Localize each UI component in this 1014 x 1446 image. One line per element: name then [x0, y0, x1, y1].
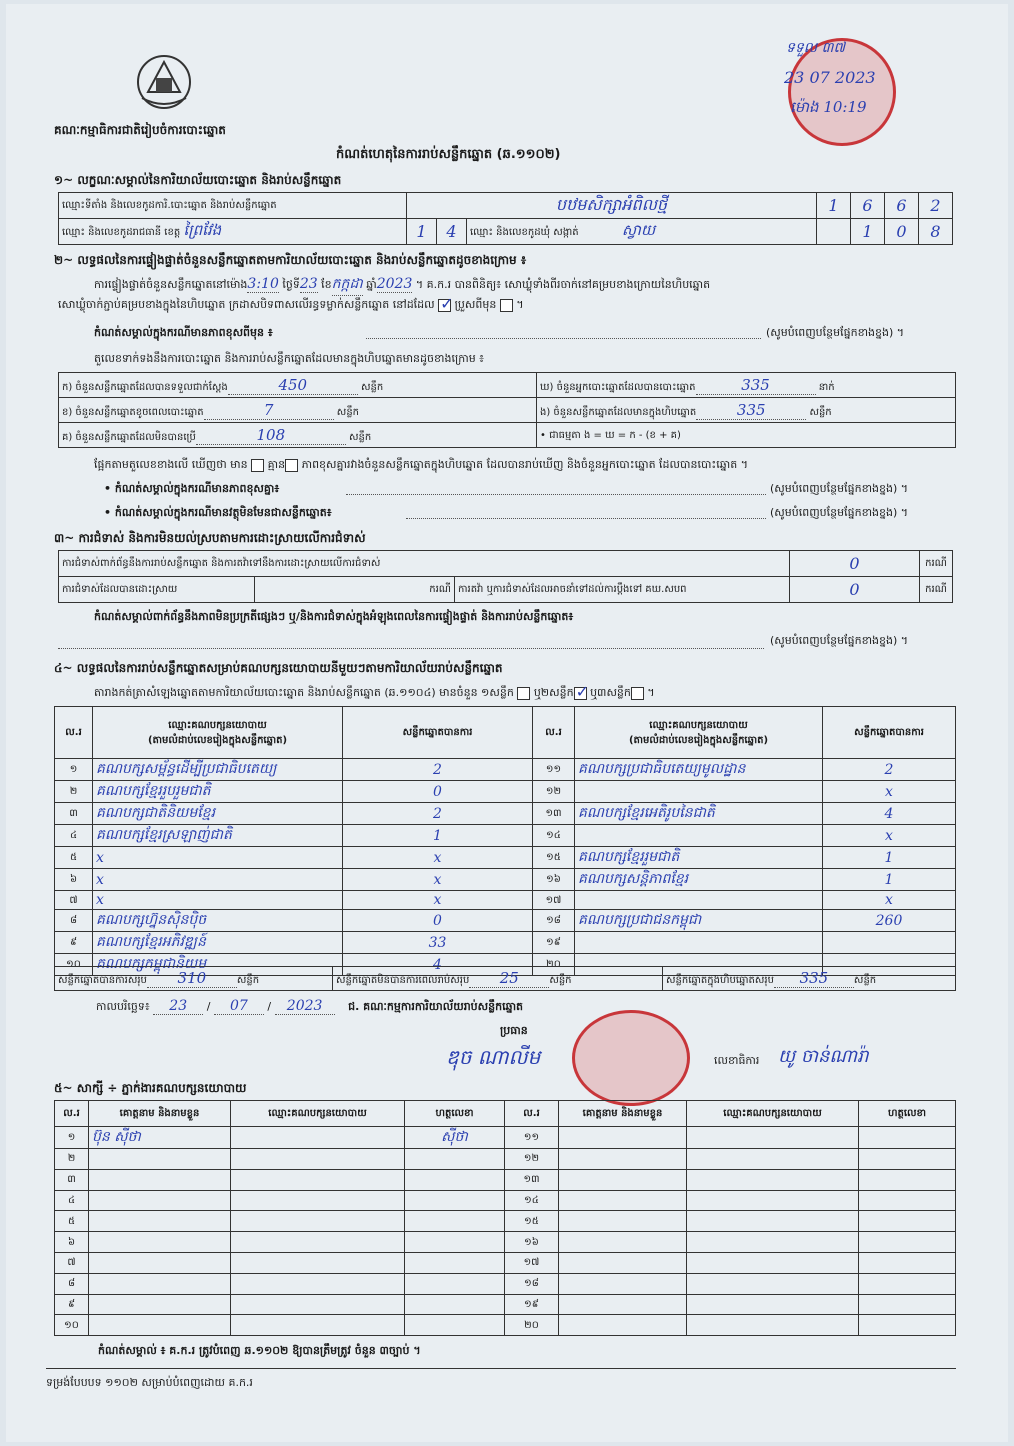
- row-no: ១៨: [533, 910, 575, 932]
- diff-note: • កំណត់សម្គាល់ក្នុងករណីមានភាពខុសគ្នា៖: [104, 482, 280, 495]
- witness-sign: [859, 1127, 956, 1149]
- table-row: [55, 781, 956, 803]
- witness-name: [89, 1252, 231, 1273]
- table-row: [55, 891, 956, 910]
- figure-d-value: 335: [696, 376, 816, 395]
- witness-no: ១០: [55, 1315, 89, 1336]
- witness-no: ៩: [55, 1294, 89, 1315]
- party-votes: [823, 932, 956, 954]
- witness-party: [231, 1149, 405, 1170]
- province-code-1: 1: [407, 219, 437, 245]
- witness-sign: ស៊ីថា: [405, 1127, 505, 1149]
- party-name: [575, 891, 823, 910]
- witness-party: [687, 1315, 859, 1336]
- date-line: កាលបរិច្ឆេទ៖ 23 / 07 / 2023 ជ. គណៈកម្មការការិយាល័យរាប់សន្លឹកឆ្នោត: [96, 998, 524, 1014]
- row-no: ១៩: [533, 932, 575, 954]
- party-votes: 1: [343, 825, 533, 847]
- table-row: [55, 1252, 956, 1273]
- location-code-3: 6: [885, 193, 919, 219]
- party-name: គណបក្សសម្ព័ន្ធដើម្បីប្រជាធិបតេយ្យ: [93, 759, 343, 781]
- total-box: សន្លឹកឆ្នោតក្នុងហិបឆ្នោតសរុប 335 សន្លឹក: [663, 967, 956, 991]
- party-votes: x: [823, 825, 956, 847]
- foreign-object-note: • កំណត់សម្គាល់ក្នុងករណីមានវត្ថុមិនមែនជាសន្លឹកឆ្នោត៖: [104, 506, 332, 519]
- row-no: ១២: [533, 781, 575, 803]
- witness-party: [687, 1273, 859, 1294]
- figures-table: [58, 372, 956, 448]
- witness-party: [231, 1315, 405, 1336]
- row-no: ១៦: [533, 869, 575, 891]
- objections-label: ការជំទាស់ពាក់ព័ន្ធនឹងការរាប់សន្លឹកឆ្នោត និងការតវ៉ាទៅនឹងការដោះស្រាយលើការជំទាស់: [59, 551, 790, 577]
- witness-party: [231, 1232, 405, 1253]
- stamp-line-2: 23 07 2023: [784, 68, 876, 87]
- form-page: [6, 4, 1008, 1442]
- witness-party: [687, 1169, 859, 1190]
- table-row: [55, 1127, 956, 1149]
- witness-no: ៣: [55, 1169, 89, 1190]
- party-votes: x: [343, 847, 533, 869]
- witness-sign: [859, 1190, 956, 1211]
- witness-no: ១១: [505, 1127, 559, 1149]
- row-no: ១០: [55, 954, 93, 976]
- figure-d: ឃ) ចំនួនអ្នកបោះឆ្នោតដែលបានបោះឆ្នោត 335 នាក់: [537, 373, 956, 398]
- witness-sign: [859, 1294, 956, 1315]
- location-code-2: 6: [851, 193, 885, 219]
- location-code-4: 2: [919, 193, 953, 219]
- witness-name: [89, 1211, 231, 1232]
- party-votes: x: [343, 869, 533, 891]
- party-name: គណបក្សខ្មែរអេតិរូបនៃជាតិ: [575, 803, 823, 825]
- figure-e-value: 335: [696, 401, 806, 420]
- figure-a-value: 450: [228, 376, 358, 395]
- witness-sign: [405, 1232, 505, 1253]
- witness-name: [559, 1149, 687, 1170]
- section1-heading: ១~ លក្ខណៈសម្គាល់នៃការិយាល័យបោះឆ្នោត និងរាប់សន្លឹកឆ្នោត: [54, 173, 342, 187]
- w-col-sign: ហត្ថលេខា: [405, 1101, 505, 1127]
- witness-name: [89, 1232, 231, 1253]
- row-no: ១៣: [533, 803, 575, 825]
- party-votes: x: [823, 891, 956, 910]
- witness-no: ១៦: [505, 1232, 559, 1253]
- location-label: ឈ្មោះទីតាំង និងលេខកូដការិ.បោះឆ្នោត និងរាប់សន្លឹកឆ្នោត: [59, 193, 407, 219]
- location-value: បឋមសិក្សាអំពិលថ្មី: [407, 193, 817, 219]
- party-votes: 1: [823, 869, 956, 891]
- w-col-sign-right: ហត្ថលេខា: [859, 1101, 956, 1127]
- province-label: ឈ្មោះ និងលេខកូដរាជធានី ខេត្ត ព្រៃវែង: [59, 219, 407, 245]
- date-year: 2023: [275, 998, 335, 1015]
- section5-heading: ៥~ សាក្សី ÷ ភ្នាក់ងារគណបក្សនយោបាយ: [54, 1081, 247, 1095]
- chair-label: ប្រធាន: [500, 1024, 528, 1037]
- location-code-1: 1: [817, 193, 851, 219]
- figure-e: ង) ចំនួនសន្លឹកឆ្នោតដែលមានក្នុងហិបឆ្នោត 335 សន្លឹក: [537, 398, 956, 423]
- col-no-right: ល.រ: [533, 707, 575, 759]
- party-name: [575, 781, 823, 803]
- commune-label: ឈ្មោះ និងលេខកូដឃុំ សង្កាត់ ស្វាយ: [467, 219, 817, 245]
- col-party-right: ឈ្មោះគណបក្សនយោបាយ (តាមលំដាប់លេខរៀងក្នុងសន្លឹកឆ្នោត): [575, 707, 823, 759]
- appeal-unit: ករណី: [920, 577, 953, 603]
- secretary-signature: យូ ចាន់ណារ៉ា: [778, 1046, 869, 1067]
- witness-table: [54, 1100, 956, 1336]
- party-name: [575, 825, 823, 847]
- witness-sign: [859, 1211, 956, 1232]
- witness-no: ១៧: [505, 1252, 559, 1273]
- col-votes: សន្លឹកឆ្នោតបានការ: [343, 707, 533, 759]
- table-row: [55, 1315, 956, 1336]
- witness-no: ២: [55, 1149, 89, 1170]
- row-no: ២០: [533, 954, 575, 976]
- party-name: គណបក្សកម្ពុជានិយម: [93, 954, 343, 976]
- commune-code-2: 0: [885, 219, 919, 245]
- witness-name: [559, 1294, 687, 1315]
- table-row: [55, 1273, 956, 1294]
- emblem-icon: [134, 48, 194, 114]
- witness-no: ៥: [55, 1211, 89, 1232]
- party-votes: 2: [823, 759, 956, 781]
- section3-heading: ៣~ ការជំទាស់ និងការមិនយល់ស្របតាមការដោះស្រាយលើការជំទាស់: [54, 531, 366, 545]
- seal-intact-checkbox[interactable]: [438, 299, 451, 312]
- chair-signature: ឌុច ណាលីម: [446, 1045, 541, 1069]
- party-name: x: [93, 891, 343, 910]
- one-sheet-checkbox[interactable]: [517, 687, 530, 700]
- table-row: [55, 1294, 956, 1315]
- commune-value: ស្វាយ: [621, 220, 656, 239]
- difference-note-suffix: (សូមបំពេញបន្ថែមផ្នែកខាងខ្នង) ។: [766, 326, 905, 339]
- total-box-value: 335: [774, 969, 854, 988]
- witness-party: [231, 1294, 405, 1315]
- row-no: ១៧: [533, 891, 575, 910]
- figure-c-value: 108: [196, 426, 346, 445]
- total-valid: សន្លឹកឆ្នោតបានការសរុប 310 សន្លឹក: [55, 967, 333, 991]
- row-no: ១: [55, 759, 93, 781]
- witness-no: ១៣: [505, 1169, 559, 1190]
- witness-no: ៧: [55, 1252, 89, 1273]
- table-row: [55, 1211, 956, 1232]
- row-no: ៨: [55, 910, 93, 932]
- appeal-label: ការតវ៉ា ឬការជំទាស់ដែលអាចនាំទៅដល់ការប្តឹងទៅ គឃ.សបព: [455, 577, 790, 603]
- witness-no: ៨: [55, 1273, 89, 1294]
- party-votes: 33: [343, 932, 533, 954]
- party-name: គណបក្សសន្តិភាពខ្មែរ: [575, 869, 823, 891]
- party-votes: 0: [343, 781, 533, 803]
- table-row: [55, 1190, 956, 1211]
- total-invalid: សន្លឹកឆ្នោតមិនបានការពេលរាប់សរុប 25 សន្លឹក: [333, 967, 663, 991]
- w-col-no-right: ល.រ: [505, 1101, 559, 1127]
- party-name: [575, 932, 823, 954]
- total-valid-value: 310: [147, 969, 237, 988]
- witness-name: [89, 1273, 231, 1294]
- witness-name: [559, 1252, 687, 1273]
- witness-no: ១៥: [505, 1211, 559, 1232]
- diff-yes-checkbox[interactable]: [251, 459, 264, 472]
- diff-no-checkbox[interactable]: [285, 459, 298, 472]
- row-no: ២: [55, 781, 93, 803]
- party-name: x: [93, 847, 343, 869]
- party-name: គណបក្សហ្វ៊ុនស៊ិនប៉ិច: [93, 910, 343, 932]
- w-col-name-right: គោត្តនាម និងនាមខ្លួន: [559, 1101, 687, 1127]
- witness-sign: [405, 1169, 505, 1190]
- objections-unit: ករណី: [920, 551, 953, 577]
- secretary-label: លេខាធិការ: [714, 1054, 760, 1067]
- witness-party: [687, 1294, 859, 1315]
- figure-c: គ) ចំនួនសន្លឹកឆ្នោតដែលមិនបានប្រើ 108 សន្លឹក: [59, 423, 537, 448]
- col-votes-right: សន្លឹកឆ្នោតបានការ: [823, 707, 956, 759]
- party-name: គណបក្សជាតិនិយមខ្មែរ: [93, 803, 343, 825]
- row-no: ១៥: [533, 847, 575, 869]
- party-votes: x: [823, 781, 956, 803]
- party-votes: 1: [823, 847, 956, 869]
- witness-sign: [859, 1273, 956, 1294]
- objections-value: 0: [790, 551, 920, 577]
- row-no: ១១: [533, 759, 575, 781]
- witness-name: [89, 1169, 231, 1190]
- witness-sign: [405, 1294, 505, 1315]
- party-votes: 0: [343, 910, 533, 932]
- foreign-object-suffix: (សូមបំពេញបន្ថែមផ្នែកខាងខ្នង) ។: [770, 506, 909, 519]
- two-sheets-checkbox[interactable]: [574, 687, 587, 700]
- witness-no: ១២: [505, 1149, 559, 1170]
- witness-no: ២០: [505, 1315, 559, 1336]
- table-row: [55, 759, 956, 781]
- row-no: ៩: [55, 932, 93, 954]
- diff-note-suffix: (សូមបំពេញបន្ថែមផ្នែកខាងខ្នង) ។: [770, 482, 909, 495]
- party-name: គណបក្សប្រជាជនកម្ពុជា: [575, 910, 823, 932]
- footnote: កំណត់សម្គាល់ ៖ គ.ក.រ ត្រូវបំពេញ ឆ.១១០២ ឱ្យបានត្រឹមត្រូវ ចំនួន ៣ច្បាប់ ។: [98, 1344, 421, 1357]
- witness-sign: [405, 1315, 505, 1336]
- witness-party: [687, 1232, 859, 1253]
- stamp-line-3: ម៉ោង 10:19: [790, 98, 867, 116]
- total-invalid-value: 25: [469, 969, 549, 988]
- row-no: ១៤: [533, 825, 575, 847]
- formula: • ជាធម្មតា ង = ឃ = ក - (ខ + គ): [537, 423, 956, 448]
- check-year: 2023: [376, 276, 413, 292]
- witness-party: [687, 1211, 859, 1232]
- witness-sign: [859, 1315, 956, 1336]
- check-day: 23: [299, 276, 318, 292]
- witness-name: [559, 1273, 687, 1294]
- table-row: [55, 847, 956, 869]
- witness-party: [231, 1273, 405, 1294]
- commune-code-1: 1: [851, 219, 885, 245]
- party-votes: 2: [343, 803, 533, 825]
- counting-committee: ជ. គណៈកម្មការការិយាល័យរាប់សន្លឹកឆ្នោត: [348, 1000, 524, 1013]
- witness-party: [231, 1211, 405, 1232]
- results-table: [54, 706, 956, 976]
- figure-b: ខ) ចំនួនសន្លឹកឆ្នោតខូចពេលបោះឆ្នោត 7 សន្លឹក: [59, 398, 537, 423]
- witness-name: [559, 1190, 687, 1211]
- witness-no: ៤: [55, 1190, 89, 1211]
- figure-b-value: 7: [204, 401, 334, 420]
- resolved-label: ការជំទាស់ដែលបានដោះស្រាយ: [59, 577, 255, 603]
- province-code-2: 4: [437, 219, 467, 245]
- section4-heading: ៤~ លទ្ធផលនៃការរាប់សន្លឹកឆ្នោតសម្រាប់គណបក្សនយោបាយនីមួយៗតាមការិយាល័យរាប់សន្លឹកឆ្នោត: [54, 661, 503, 675]
- committee-seal: [572, 1010, 690, 1106]
- party-name: គណបក្សប្រជាធិបតេយ្យមូលដ្ឋាន: [575, 759, 823, 781]
- party-name: គណបក្សខ្មែរអភិវឌ្ឍន៍: [93, 932, 343, 954]
- table-row: [55, 1149, 956, 1170]
- witness-no: ៦: [55, 1232, 89, 1253]
- table-row: [55, 910, 956, 932]
- row-no: ៦: [55, 869, 93, 891]
- witness-party: [687, 1149, 859, 1170]
- w-col-no: ល.រ: [55, 1101, 89, 1127]
- commune-code-3: 8: [919, 219, 953, 245]
- witness-sign: [405, 1252, 505, 1273]
- witness-sign: [405, 1273, 505, 1294]
- objections-table: [58, 550, 953, 603]
- party-votes: 260: [823, 910, 956, 932]
- form-footer: ទម្រង់បែបបទ ១១០២ សម្រាប់បំពេញដោយ គ.ក.រ: [46, 1376, 253, 1389]
- check-month: កក្កដា: [332, 274, 363, 296]
- col-party: ឈ្មោះគណបក្សនយោបាយ (តាមលំដាប់លេខរៀងក្នុងសន្លឹកឆ្នោត): [93, 707, 343, 759]
- figures-intro: តួលេខទាក់ទងនឹងការបោះឆ្នោត និងការរាប់សន្លឹកឆ្នោតដែលមានក្នុងហិបឆ្នោតមានដូចខាងក្រោម ៖: [94, 352, 485, 365]
- col-no: ល.រ: [55, 707, 93, 759]
- table-row: [55, 869, 956, 891]
- row-no: ៤: [55, 825, 93, 847]
- check-time-line: ការផ្ទៀងផ្ទាត់ចំនួនសន្លឹកឆ្នោតនៅម៉ោង3:10 ថ្ងៃទី23 ខែកក្កដា ឆ្នាំ2023 ។ គ.ក.រ បានពិនិត្យ៖ សោឃ្លុំទាំងពីរចាក់នៅគម្របខាងក្រោយនៃហិបឆ្នោត: [94, 274, 710, 296]
- witness-sign: [405, 1149, 505, 1170]
- witness-no: ១៩: [505, 1294, 559, 1315]
- witness-sign: [405, 1211, 505, 1232]
- three-sheets-checkbox[interactable]: [631, 687, 644, 700]
- witness-sign: [859, 1252, 956, 1273]
- diff-result-line: ផ្អែកតាមតួលេខខាងលើ ឃើញថា មាន គ្មាន ភាពខុសគ្នារវាងចំនួនសន្លឹកឆ្នោតក្នុងហិបឆ្នោត ដែលបានរាប់ឃើញ និងចំនួនអ្នកបោះឆ្នោត ដែលបានបោះឆ្នោត ។: [94, 458, 748, 471]
- witness-no: ១: [55, 1127, 89, 1149]
- party-votes: 4: [823, 803, 956, 825]
- witness-no: ១៨: [505, 1273, 559, 1294]
- witness-name: [559, 1127, 687, 1149]
- witness-name: [559, 1232, 687, 1253]
- table-row: [55, 1169, 956, 1190]
- resolved-unit: ករណី: [255, 577, 455, 603]
- w-col-party-right: ឈ្មោះគណបក្សនយោបាយ: [687, 1101, 859, 1127]
- witness-name: [89, 1294, 231, 1315]
- figure-a: ក) ចំនួនសន្លឹកឆ្នោតដែលបានទទួលជាក់ស្តែង 450 សន្លឹក: [59, 373, 537, 398]
- seal-status-line: សោឃ្លុំចាក់ភ្ជាប់គម្របខាងក្នុងនៃហិបឆ្នោត ក្រដាសបិទពាសលើរន្ធទម្លាក់សន្លឹកឆ្នោត នៅដដែល ✓ ប្រួសពីមុន ។: [58, 298, 524, 314]
- check-time: 3:10: [247, 276, 279, 292]
- witness-name: ប៊ុន ស៊ីថា: [89, 1127, 231, 1149]
- party-name: គណបក្សខ្មែររួមជាតិ: [575, 847, 823, 869]
- witness-no: ១៤: [505, 1190, 559, 1211]
- seal-broken-checkbox[interactable]: [500, 299, 513, 312]
- section1-table: [58, 192, 953, 245]
- row-no: ៥: [55, 847, 93, 869]
- date-month: 07: [214, 998, 264, 1015]
- w-col-party: ឈ្មោះគណបក្សនយោបាយ: [231, 1101, 405, 1127]
- table-row: [55, 825, 956, 847]
- witness-party: [687, 1127, 859, 1149]
- w-col-name: គោត្តនាម និងនាមខ្លួន: [89, 1101, 231, 1127]
- witness-name: [89, 1149, 231, 1170]
- table-row: [55, 803, 956, 825]
- witness-sign: [405, 1190, 505, 1211]
- appeal-value: 0: [790, 577, 920, 603]
- witness-name: [559, 1315, 687, 1336]
- party-name: គណបក្សខ្មែររួបរួមជាតិ: [93, 781, 343, 803]
- irregularity-suffix: (សូមបំពេញបន្ថែមផ្នែកខាងខ្នង) ។: [770, 634, 909, 647]
- totals-table: [54, 966, 956, 991]
- witness-sign: [859, 1232, 956, 1253]
- committee-name: គណៈកម្មាធិការជាតិរៀបចំការបោះឆ្នោត: [54, 123, 226, 137]
- table-row: [55, 1232, 956, 1253]
- witness-party: [231, 1169, 405, 1190]
- witness-sign: [859, 1169, 956, 1190]
- party-votes: 4: [343, 954, 533, 976]
- witness-name: [559, 1211, 687, 1232]
- section2-heading: ២~ លទ្ធផលនៃការផ្ទៀងផ្ទាត់ចំនួនសន្លឹកឆ្នោតតាមការិយាល័យបោះឆ្នោត និងរាប់សន្លឹកឆ្នោតដូចខាងក្រោម ៖: [54, 253, 527, 267]
- row-no: ៣: [55, 803, 93, 825]
- province-value: ព្រៃវែង: [183, 220, 222, 239]
- sheets-line: តារាងកត់ត្រាសំឡេងឆ្នោតតាមការិយាល័យបោះឆ្នោត និងរាប់សន្លឹកឆ្នោត (ឆ.១១០៤) មានចំនួន ១សន្លឹក ឬ២សន្លឹក✓ ឬ៣សន្លឹក ។: [94, 686, 655, 702]
- witness-name: [89, 1190, 231, 1211]
- witness-name: [89, 1315, 231, 1336]
- irregularity-note: កំណត់សម្គាល់ពាក់ព័ន្ធនឹងភាពមិនប្រក្រតីផ្សេងៗ ឬ/និងការជំទាស់ក្នុងអំឡុងពេលនៃការផ្ទៀងផ្ទាត់ និងការរាប់សន្លឹកឆ្នោត៖: [94, 610, 574, 623]
- party-name: គណបក្សខ្មែរស្រឡាញ់ជាតិ: [93, 825, 343, 847]
- difference-note: កំណត់សម្គាល់ក្នុងករណីមានភាពខុសពីមុន ៖: [94, 326, 273, 339]
- form-title: កំណត់ហេតុនៃការរាប់សន្លឹកឆ្នោត (ឆ.១១០២): [336, 147, 561, 162]
- row-no: ៧: [55, 891, 93, 910]
- party-votes: 2: [343, 759, 533, 781]
- party-votes: x: [343, 891, 533, 910]
- witness-party: [231, 1190, 405, 1211]
- party-name: x: [93, 869, 343, 891]
- witness-name: [559, 1169, 687, 1190]
- table-row: [55, 932, 956, 954]
- stamp-line-1: ទទួល ៣៧: [786, 40, 846, 56]
- witness-party: [231, 1127, 405, 1149]
- witness-sign: [859, 1149, 956, 1170]
- witness-party: [687, 1252, 859, 1273]
- witness-party: [687, 1190, 859, 1211]
- witness-party: [231, 1252, 405, 1273]
- date-day: 23: [153, 998, 203, 1015]
